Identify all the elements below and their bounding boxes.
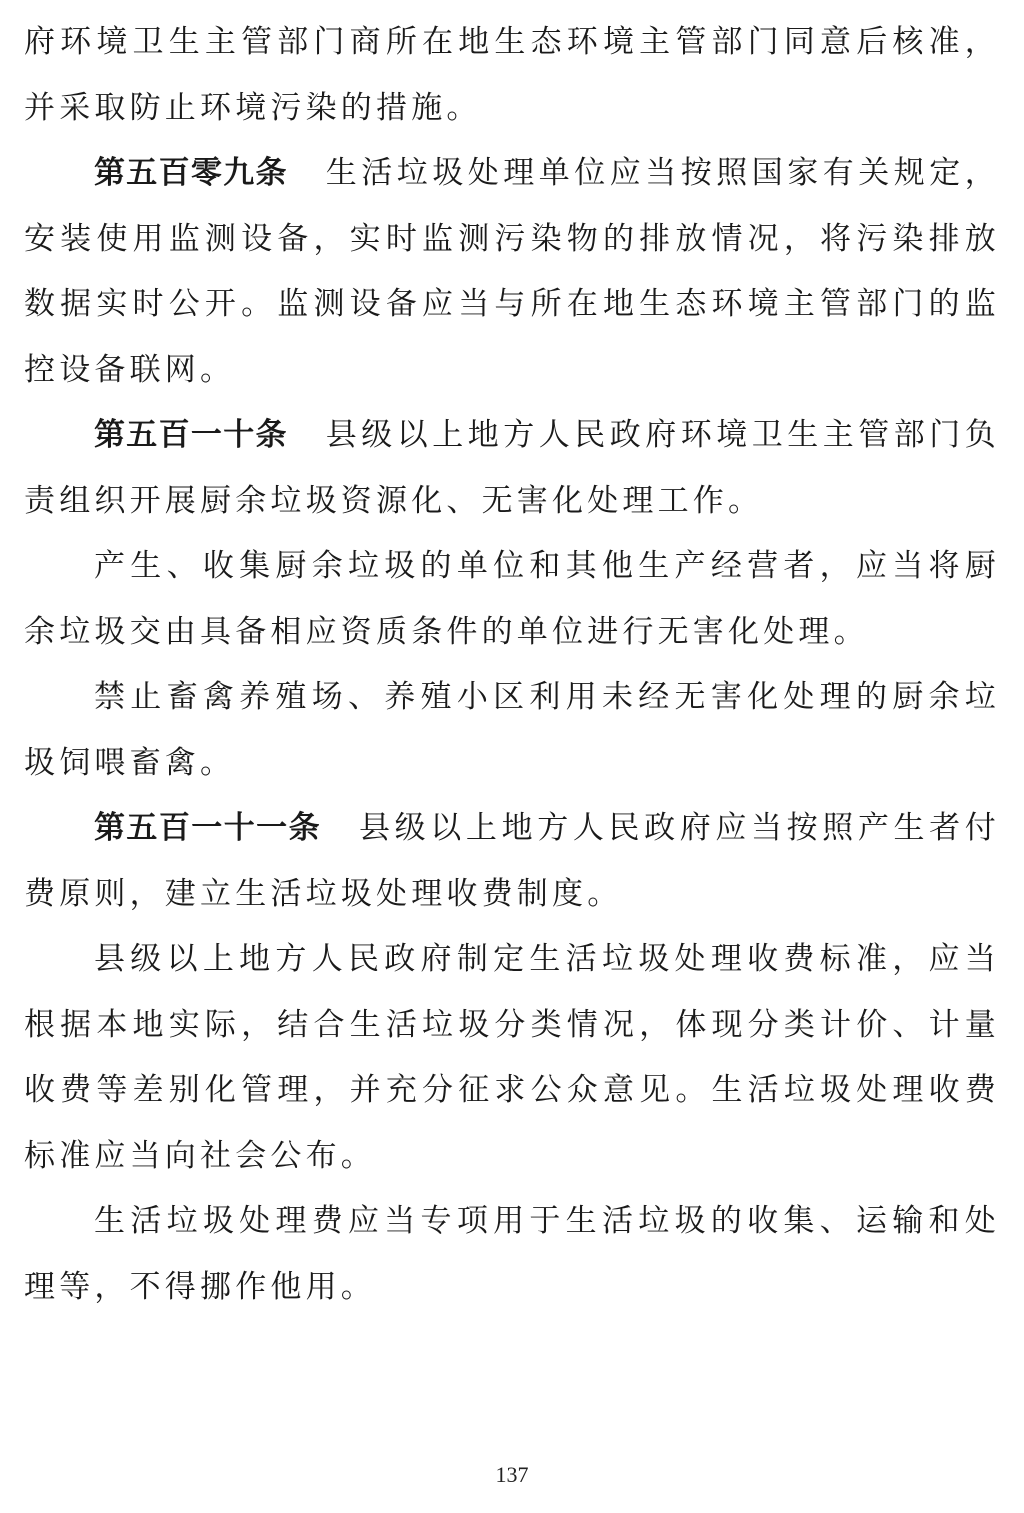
article-paragraph: [24, 403, 1000, 534]
document-body: [24, 10, 1000, 1320]
paragraph-text: 生活垃圾处理费应当专项用于生活垃圾的收集、运输和处理等，不得挪作他用。: [24, 1203, 1000, 1305]
article-paragraph: [24, 796, 1000, 927]
paragraph-text: 府环境卫生主管部门商所在地生态环境主管部门同意后核准，并采取防止环境污染的措施。: [24, 24, 1000, 126]
paragraph-text: 县级以上地方人民政府制定生活垃圾处理收费标准，应当根据本地实际，结合生活垃圾分类情况，体现分类计价、计量收费等差别化管理，并充分征求公众意见。生活垃圾处理收费标准应当向社会公布。: [24, 941, 1000, 1174]
body-paragraph: [24, 665, 1000, 796]
article-paragraph: [24, 141, 1000, 403]
paragraph-text: 禁止畜禽养殖场、养殖小区利用未经无害化处理的厨余垃圾饲喂畜禽。: [24, 679, 1000, 781]
paragraph-text: 生活垃圾处理单位应当按照国家有关规定，安装使用监测设备，实时监测污染物的排放情况，将污染排放数据实时公开。监测设备应当与所在地生态环境主管部门的监控设备联网。: [24, 155, 1000, 388]
body-paragraph: [24, 927, 1000, 1189]
body-paragraph: [24, 10, 1000, 141]
body-paragraph: [24, 534, 1000, 665]
paragraph-text: 产生、收集厨余垃圾的单位和其他生产经营者，应当将厨余垃圾交由具备相应资质条件的单位进行无害化处理。: [24, 548, 1000, 650]
article-number: 第五百一十一条: [94, 810, 322, 846]
body-paragraph: [24, 1189, 1000, 1320]
paragraph-text: 县级以上地方人民政府环境卫生主管部门负责组织开展厨余垃圾资源化、无害化处理工作。: [24, 417, 1000, 519]
article-number: 第五百一十条: [94, 417, 288, 453]
page-number: 137: [495, 1462, 529, 1487]
article-number: 第五百零九条: [94, 155, 288, 191]
paragraph-text: 县级以上地方人民政府应当按照产生者付费原则，建立生活垃圾处理收费制度。: [24, 810, 1000, 912]
